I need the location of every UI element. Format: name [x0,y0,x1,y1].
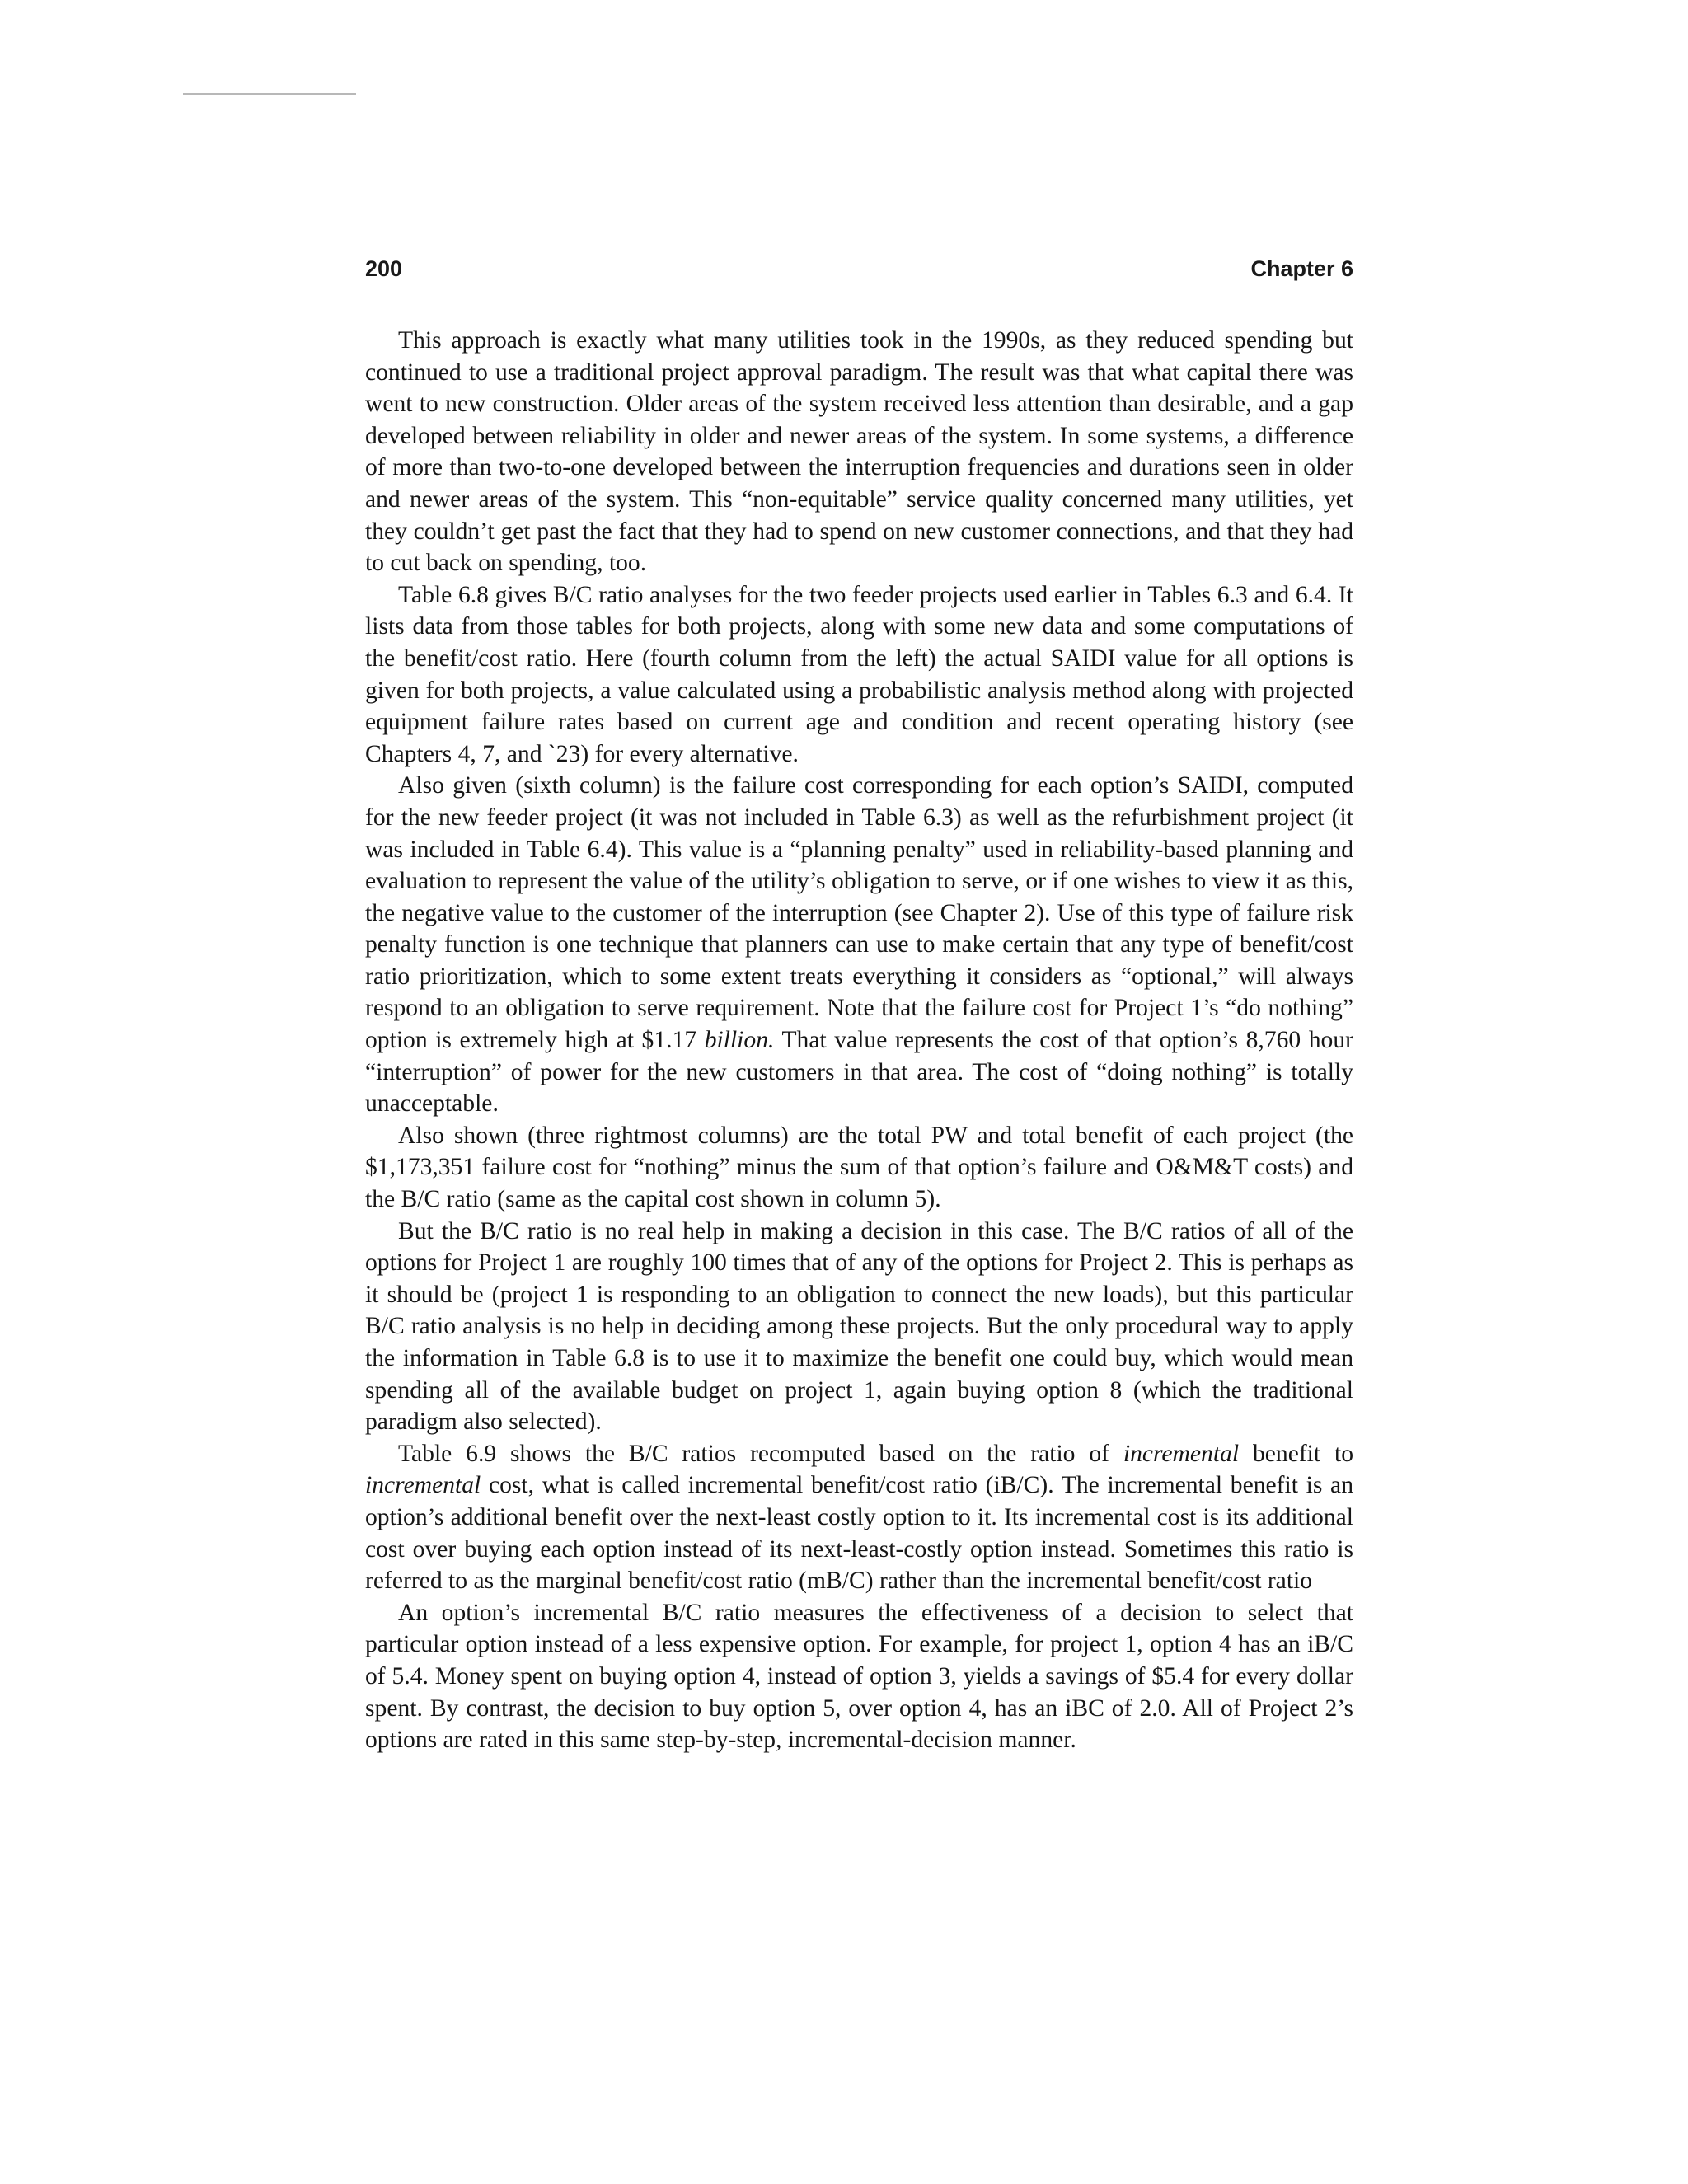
paragraph-text: But the B/C ratio is no real help in making a decision in this case. The B/C ratios of all of the options for Project 1 are roughly 100 times that of any of the options for Project 2. This is perhaps as it should be (project 1 is responding to an obligation to connect the new loads), but this particular B/C ratio analysis is no help in deciding among these projects. But the only procedural way to apply the information in Table 6.8 is to use it to maximize the benefit one could buy, which would mean spending all of the available budget on project 1, again buying option 8 (which the traditional paradigm also selected). [365,1217,1353,1436]
paragraph [365,579,1353,771]
paragraph [365,770,1353,1120]
emphasis-text: incremental [1123,1440,1240,1467]
paragraph [365,1216,1353,1438]
paragraph-text: An option’s incremental B/C ratio measures the effectiveness of a decision to select that particular option instead of a less expensive option. For example, for project 1, option 4 has an iB/C of 5.4. Money spent on buying option 4, instead of option 3, yields a savings of $5.4 for every dollar spent. By contrast, the decision to buy option 5, over option 4, has an iBC of 2.0. All of Project 2’s options are rated in this same step-by-step, incremental-decision manner. [365,1599,1353,1754]
paragraph-text: That value represents the cost of that option’s 8,760 hour “interruption” of power for the new customers in that area. The cost of “doing nothing” is totally unacceptable. [365,1027,1353,1118]
emphasis-text: incremental [365,1472,481,1499]
paragraph-text: This approach is exactly what many utilities took in the 1990s, as they reduced spending but continued to use a traditional project approval paradigm. The result was that what capital there was went to new construction. Older areas of the system received less attention than desirable, and a gap developed between reliability in older and newer areas of the system. In some systems, a difference of more than two-to-one developed between the interruption frequencies and durations seen in older and newer areas of the system. This “non-equitable” service quality concerned many utilities, yet they couldn’t get past the fact that they had to spend on new customer connections, and that they had to cut back on spending, too. [365,327,1353,577]
chapter-title: Chapter 6 [1250,256,1353,281]
paragraph [365,1597,1353,1756]
paragraph-text: Table 6.9 shows the B/C ratios recomputed based on the ratio of [398,1440,1123,1467]
paragraph-text: benefit to [1239,1440,1353,1467]
paragraph [365,1438,1353,1597]
paragraph [365,1120,1353,1216]
paragraph [365,325,1353,579]
emphasis-text: billion. [704,1027,775,1054]
scan-artifact-rule [183,93,356,95]
running-head [365,252,1353,285]
body-text [365,325,1353,1756]
page-number: 200 [365,256,403,281]
paragraph-text: Also shown (three rightmost columns) are the total PW and total benefit of each project (the $1,173,351 failure cost for “nothing” minus the sum of that option’s failure and O&M&T costs) and the B/C ratio (same as the capital cost shown in column 5). [365,1122,1353,1213]
paragraph-text: Also given (sixth column) is the failure cost corresponding for each option’s SAIDI, computed for the new feeder project (it was not included in Table 6.3) as well as the refurbishment project (it was included in Table 6.4). This value is a “planning penalty” used in reliability-based planning and evaluation to represent the value of the utility’s obligation to serve, or if one wishes to view it as this, the negative value to the customer of the interruption (see Chapter 2). Use of this type of failure risk penalty function is one technique that planners can use to make certain that any type of benefit/cost ratio prioritization, which to some extent treats everything it considers as “optional,” will always respond to an obligation to serve requirement. Note that the failure cost for Project 1’s “do nothing” option is extremely high at $1.17 [365,772,1353,1054]
paragraph-text: Table 6.8 gives B/C ratio analyses for the two feeder projects used earlier in Tables 6.3 and 6.4. It lists data from those tables for both projects, along with some new data and some computations of the benefit/cost ratio. Here (fourth column from the left) the actual SAIDI value for all options is given for both projects, a value calculated using a probabilistic analysis method along with projected equipment failure rates based on current age and condition and recent operating history (see Chapters 4, 7, and `23) for every alternative. [365,581,1353,767]
paragraph-text: cost, what is called incremental benefit/cost ratio (iB/C). The incremental benefit is an option’s additional benefit over the next-least costly option to it. Its incremental cost is its additional cost over buying each option instead of its next-least-costly option instead. Sometimes this ratio is referred to as the marginal benefit/cost ratio (mB/C) rather than the incremental benefit/cost ratio [365,1472,1353,1595]
